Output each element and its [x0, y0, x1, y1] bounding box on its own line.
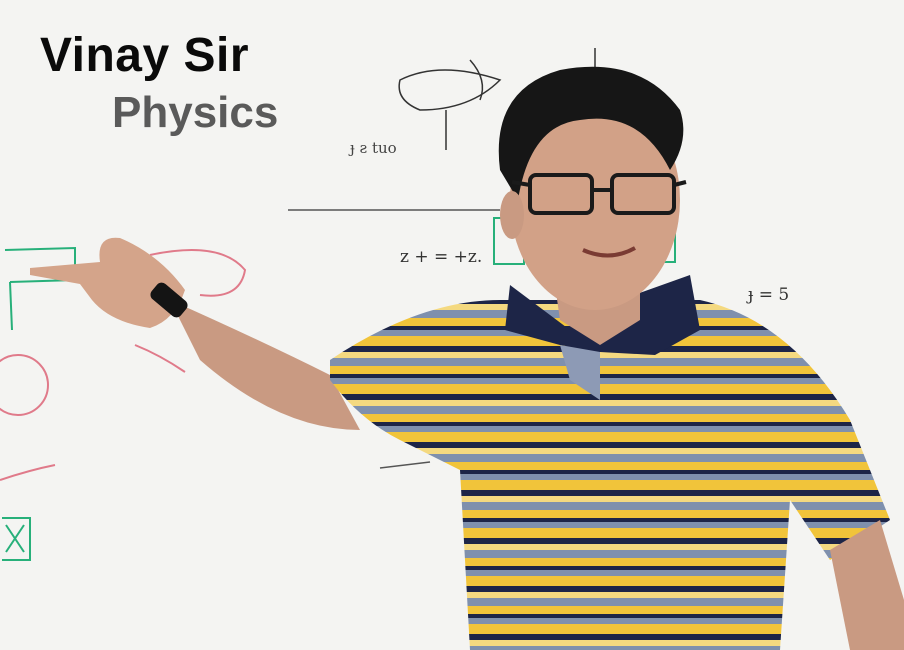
board-scribble-top: ɟ ƨ tuo [350, 139, 397, 157]
board-scribble-2: ɟ = 5 [748, 285, 790, 305]
subject-label: Physics [112, 88, 279, 137]
board-scribble-1: z + = +z. [400, 247, 483, 267]
instructor-name: Vinay Sir [40, 29, 250, 82]
